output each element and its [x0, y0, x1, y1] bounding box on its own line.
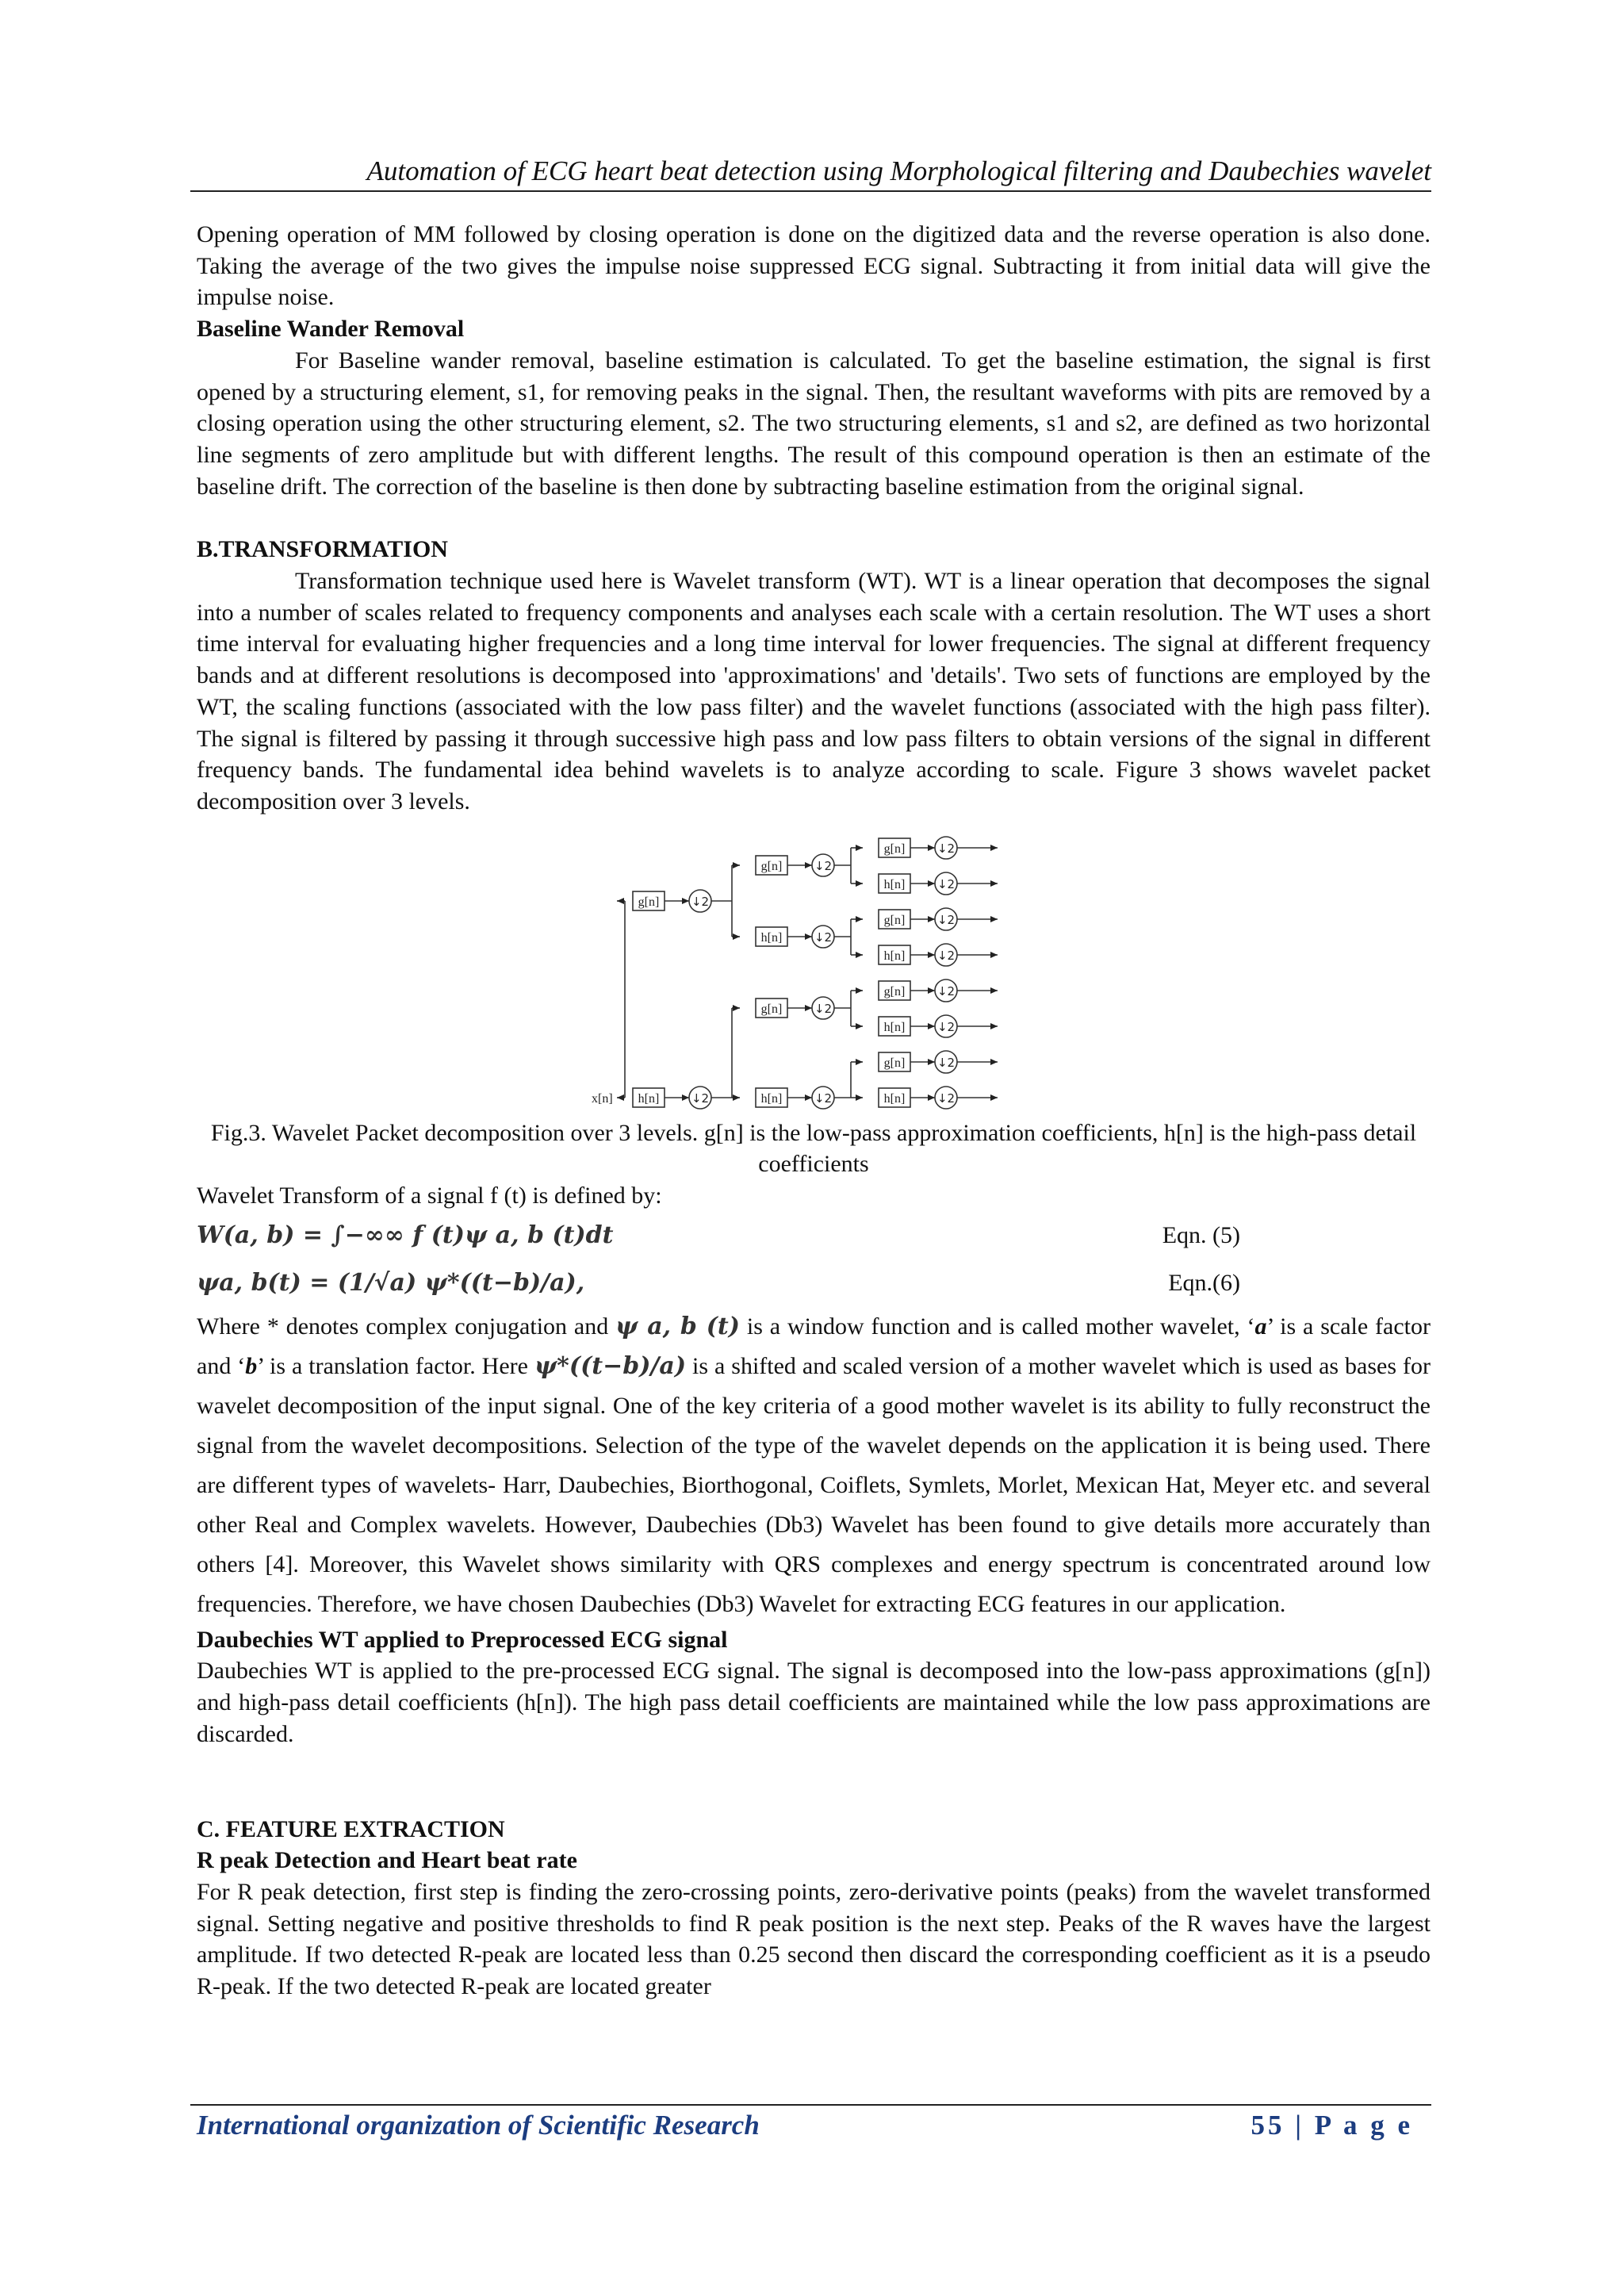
- body-text: [197, 219, 1431, 2003]
- filter-level3-label: h[n]: [883, 877, 906, 891]
- downsample-label: ↓2: [936, 841, 956, 856]
- paragraph-define: Wavelet Transform of a signal f (t) is defined by:: [197, 1182, 662, 1209]
- filter-level3-label: g[n]: [883, 841, 906, 856]
- filter-level2-label: g[n]: [760, 1002, 783, 1016]
- filter-level2-label: g[n]: [760, 859, 783, 873]
- paragraph-daubechies: Daubechies WT is applied to the pre-processed ECG signal. The signal is decomposed into the low-pass approximations (g[n]) and high-pass detail coefficients (h[n]). The high pass detail coefficients are maintained while the low pass approximations are discarded.: [197, 1658, 1431, 1747]
- figure-wavelet-packet: [197, 824, 1431, 1117]
- footer-page-number: 55 | P a g e: [1251, 2110, 1413, 2141]
- downsample-label: ↓2: [936, 1091, 956, 1106]
- wavelet-packet-diagram: [577, 824, 1243, 1117]
- heading-feature-extraction: C. FEATURE EXTRACTION: [197, 1815, 505, 1842]
- filter-level2-label: h[n]: [760, 930, 783, 945]
- filter-level3-label: g[n]: [883, 984, 906, 999]
- equation-5: [197, 1212, 1431, 1259]
- downsample-label: ↓2: [936, 948, 956, 963]
- footer-rule: [190, 2104, 1431, 2106]
- filter-level1-low-label: g[n]: [638, 895, 660, 909]
- downsample-label: ↓2: [814, 1001, 833, 1016]
- footer: [197, 2110, 1431, 2141]
- footer-journal: International organization of Scientific Research: [197, 2110, 760, 2141]
- filter-level2-label: h[n]: [760, 1091, 783, 1106]
- var-b: b: [245, 1352, 258, 1379]
- heading-daubechies: Daubechies WT applied to Preprocessed ECG signal: [197, 1626, 728, 1653]
- downsample-label: ↓2: [936, 983, 956, 999]
- downsample-label: ↓2: [814, 858, 833, 873]
- running-head: Automation of ECG heart beat detection using Morphological filtering and Daubechies wavelet: [366, 155, 1431, 186]
- filter-level3-label: h[n]: [883, 1020, 906, 1034]
- equation-5-number: Eqn. (5): [1162, 1221, 1240, 1248]
- header-rule: [190, 190, 1431, 192]
- heading-baseline: Baseline Wander Removal: [197, 316, 465, 343]
- symbol-psi-ab: ψ a, b (t): [615, 1312, 740, 1340]
- figure-caption: Fig.3. Wavelet Packet decomposition over 3 levels. g[n] is the low-pass approximation coefficients, h[n] is the high-pass detail coefficients: [210, 1119, 1417, 1178]
- filter-level1-high-label: h[n]: [638, 1091, 660, 1106]
- filter-level3-label: h[n]: [883, 1091, 906, 1106]
- equation-6-number: Eqn.(6): [1168, 1269, 1240, 1296]
- downsample-label: ↓2: [936, 912, 956, 927]
- downsample-label: ↓2: [936, 876, 956, 891]
- filter-level3-label: g[n]: [883, 913, 906, 927]
- downsample-label: ↓2: [814, 1091, 833, 1106]
- paragraph-where: Where * denotes complex conjugation and ψ a, b (t) is a window function and is called mother wavelet, ‘a’ is a scale factor and ‘b’ is a translation factor. Here ψ*((t−b)/a) is a shifted and scaled version of a mother wavelet which is used as bases for wavelet decomposition of the input signal. One of the key criteria of a good mother wavelet is its ability to fully reconstruct the signal from the wavelet decompositions. Selection of the type of the wavelet depends on the application it is being used. There are different types of wavelets- Harr, Daubechies, Biorthogonal, Coiflets, Symlets, Morlet, Mexican Hat, Meyer etc. and several other Real and Complex wavelets. However, Daubechies (Db3) Wavelet has been found to give details more accurately than others [4]. Moreover, this Wavelet shows similarity with QRS complexes and energy spectrum is concentrated around low frequencies. Therefore, we have chosen Daubechies (Db3) Wavelet for extracting ECG features in our application.: [197, 1312, 1431, 1617]
- downsample-label: ↓2: [936, 1019, 956, 1034]
- filter-level3-label: g[n]: [883, 1056, 906, 1070]
- downsample-label: ↓2: [814, 930, 833, 945]
- heading-transformation: B.TRANSFORMATION: [197, 536, 448, 563]
- downsample-label: ↓2: [936, 1055, 956, 1070]
- paragraph-rpeak: For R peak detection, first step is finding the zero-crossing points, zero-derivative points (peaks) from the wavelet transformed signal. Setting negative and positive thresholds to find R peak position is the next step. Peaks of the R waves have the largest amplitude. If two detected R-peak are located less than 0.25 second then discard the corresponding coefficient as it is a pseudo R-peak. If the two detected R-peak are located greater: [197, 1878, 1431, 2000]
- downsample-label: ↓2: [691, 894, 710, 909]
- heading-rpeak: R peak Detection and Heart beat rate: [197, 1847, 577, 1874]
- input-label: x[n]: [592, 1091, 613, 1106]
- equation-6: [197, 1259, 1431, 1307]
- var-a: a: [1254, 1313, 1267, 1340]
- equation-6-math: ψa, b(t) = (1/√a) ψ*((t−b)/a),: [197, 1268, 585, 1297]
- downsample-label: ↓2: [691, 1091, 710, 1106]
- equation-5-math: W(a, b) = ∫−∞∞ f (t)ψ a, b (t)dt: [197, 1221, 614, 1249]
- symbol-psi-star: ψ*((t−b)/a): [534, 1351, 687, 1380]
- filter-level3-label: h[n]: [883, 949, 906, 963]
- paragraph-intro: Opening operation of MM followed by closing operation is done on the digitized data and the reverse operation is also done. Taking the average of the two gives the impulse noise suppressed ECG signal. Subtracting it from initial data will give the impulse noise.: [197, 221, 1431, 311]
- paragraph-baseline: For Baseline wander removal, baseline estimation is calculated. To get the baseline estimation, the signal is first opened by a structuring element, s1, for removing peaks in the signal. Then, the resultant waveforms with pits are removed by a closing operation using the other structuring element, s2. The two structuring elements, s1 and s2, are defined as two horizontal line segments of zero amplitude but with different lengths. The result of this compound operation is then an estimate of the baseline drift. The correction of the baseline is then done by subtracting baseline estimation from the original signal.: [197, 347, 1431, 500]
- paragraph-transformation: Transformation technique used here is Wavelet transform (WT). WT is a linear operation that decomposes the signal into a number of scales related to frequency components and analyses each scale with a certain resolution. The WT uses a short time interval for evaluating higher frequencies and a long time interval for lower frequencies. The signal at different frequency bands and at different resolutions is decomposed into 'approximations' and 'details'. Two sets of functions are employed by the WT, the scaling functions (associated with the low pass filter) and the wavelet functions (associated with the high pass filter). The signal is filtered by passing it through successive high pass and low pass filters to obtain versions of the signal in different frequency bands. The fundamental idea behind wavelets is to analyze according to scale. Figure 3 shows wavelet packet decomposition over 3 levels.: [197, 568, 1431, 815]
